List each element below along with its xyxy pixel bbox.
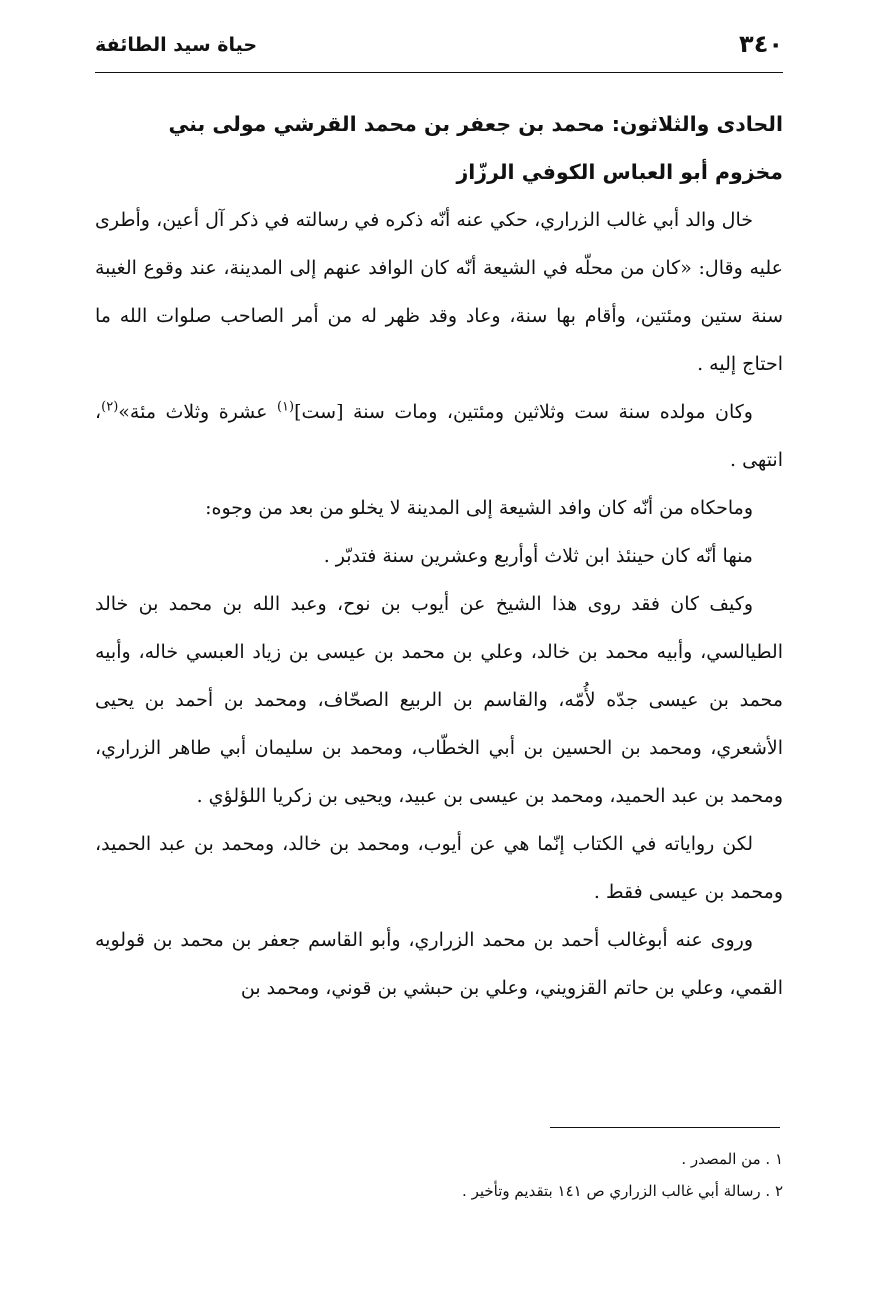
paragraph-text: وكان مولده سنة ست وثلاثين ومئتين، ومات سنة [ست] xyxy=(294,401,753,423)
paragraph-narrated-by: وروى عنه أبوغالب أحمد بن محمد الزراري، وأبو القاسم جعفر بن محمد بن قولويه القمي، وعلي بن حاتم القزويني، وعلي بن حبشي بن قوني، ومحمد بن xyxy=(95,929,783,999)
footnotes xyxy=(95,1143,783,1207)
footnote-2: ٢ . رسالة أبي غالب الزراري ص ١٤١ بتقديم وتأخير . xyxy=(462,1182,783,1200)
paragraph-remark: وماحكاه من أنّه كان وافد الشيعة إلى المدينة لا يخلو من بعد من وجوه: xyxy=(205,497,753,519)
paragraph-biography: خال والد أبي غالب الزراري، حكي عنه أنّه ذكره في رسالته في ذكر آل أعين، وأطرى عليه وقال: «كان من محلّه في الشيعة أنّه كان الوافد عنهم إلى المدينة، عند وقوع الغيبة سنة ستين ومئتين، وأقام بها سنة، وعاد وقد ظهر له من أمر الصاحب صلوات الله ما احتاج إليه . xyxy=(95,209,783,375)
running-title: حياة سيد الطائفة xyxy=(95,34,258,56)
footnote-divider xyxy=(550,1127,780,1128)
footnote-1: ١ . من المصدر . xyxy=(681,1150,783,1168)
running-head xyxy=(95,30,783,70)
section-heading: الحادى والثلاثون: محمد بن جعفر بن محمد القرشي مولى بني مخزوم أبو العباس الكوفي الرزّاز xyxy=(168,112,783,184)
paragraph-remark-detail: منها أنّه كان حينئذ ابن ثلاث أوأربع وعشرين سنة فتدبّر . xyxy=(323,545,753,567)
page-number: ٣٤٠ xyxy=(739,30,783,58)
footnote-ref-1: (١) xyxy=(276,399,295,415)
footnote-ref-2: (٢) xyxy=(101,399,119,415)
header-divider xyxy=(95,72,783,73)
main-text xyxy=(95,100,783,1012)
paragraph-text: عشرة وثلاث مئة» xyxy=(118,401,277,423)
paragraph-narrations-in-book: لكن رواياته في الكتاب إنّما هي عن أيوب، ومحمد بن خالد، ومحمد بن عبد الحميد، ومحمد بن عيسى فقط . xyxy=(95,833,783,903)
paragraph-narrated-from: وكيف كان فقد روى هذا الشيخ عن أيوب بن نوح، وعبد الله بن محمد بن خالد الطيالسي، وأبيه محمد بن خالد، وعلي بن محمد بن عيسى بن زياد العبسي خاله، وأبيه محمد بن عيسى جدّه لأُمّه، والقاسم بن الربيع الصحّاف، ومحمد بن أحمد بن يحيى الأشعري، ومحمد بن الحسين بن أبي الخطّاب، ومحمد بن سليمان أبي طاهر الزراري، ومحمد بن عبد الحميد، ومحمد بن عيسى بن عبيد، ويحيى بن زكريا اللؤلؤي . xyxy=(95,593,783,807)
paragraph-birth-death xyxy=(95,388,783,484)
paragraph-text: ، انتهى . xyxy=(95,401,783,471)
